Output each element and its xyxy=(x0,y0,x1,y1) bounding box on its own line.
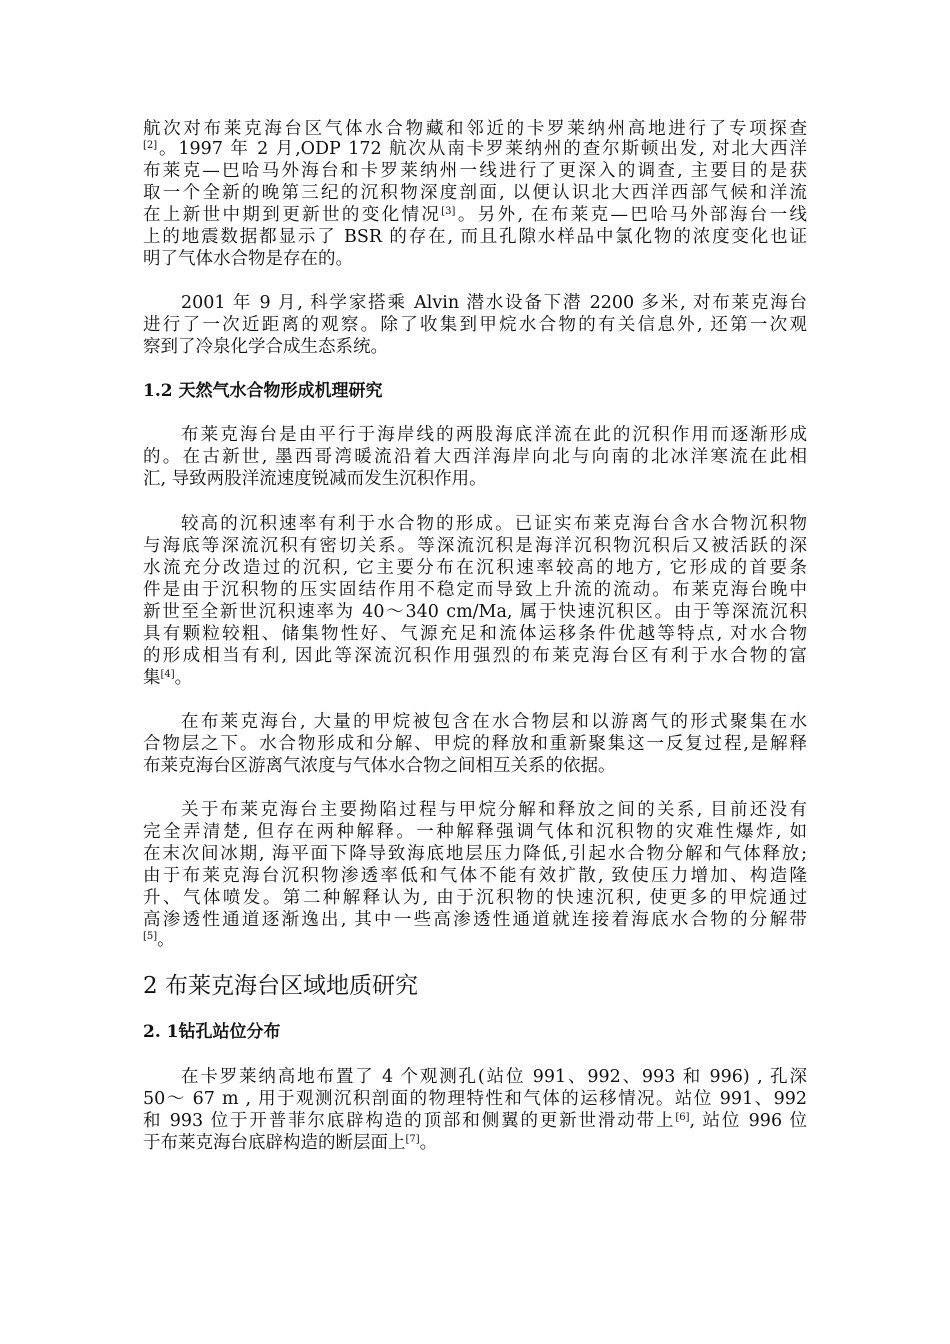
paragraph-line: 较高的沉积速率有利于水合物的形成。已证实布莱克海台含水合物沉积物 xyxy=(181,514,807,534)
paragraph-line: 合物层之下。水合物形成和分解、甲烷的释放和重新聚集这一反复过程,是解释 xyxy=(143,734,807,754)
paragraph-line: 和 993 位于开普菲尔底辟构造的顶部和侧翼的更新世滑动带上[6], 站位 996 位 xyxy=(143,1111,808,1131)
paragraph-line: 上的地震数据都显示了 BSR 的存在, 而且孔隙水样品中氯化物的浓度变化也证 xyxy=(143,227,807,247)
paragraph-line: 进行了一次近距离的观察。除了收集到甲烷水合物的有关信息外, 还第一次观 xyxy=(143,315,807,335)
paragraph-line: 在上新世中期到更新世的变化情况[3]。另外, 在布莱克—巴哈马外部海台一线 xyxy=(143,205,808,225)
paragraph-line: [2]。1997 年 2 月,ODP 172 航次从南卡罗莱纳州的查尔斯顿出发, 对北大西洋 xyxy=(143,139,807,159)
section-heading: 1.2 天然气水合物形成机理研究 xyxy=(143,381,383,401)
paragraph-line: 高渗透性通道逐渐逸出, 其中一些高渗透性通道就连接着海底水合物的分解带 xyxy=(143,910,807,930)
citation: [4] xyxy=(160,669,175,680)
paragraph-line: 布莱克—巴哈马外海台和卡罗莱纳州一线进行了更深入的调查, 主要目的是获 xyxy=(143,161,807,181)
paragraph-line: 关于布莱克海台主要拗陷过程与甲烷分解和释放之间的关系, 目前还没有 xyxy=(181,800,807,820)
paragraph-line: 升、气体喷发。第二种解释认为, 由于沉积物的快速沉积, 使更多的甲烷通过 xyxy=(143,888,807,908)
paragraph-line: 新世至全新世沉积速率为 40～340 cm/Ma, 属于快速沉积区。由于等深流沉积 xyxy=(143,602,807,622)
paragraph-line: 由于布莱克海台沉积物渗透率低和气体不能有效扩散, 致使压力增加、构造隆 xyxy=(143,866,807,886)
paragraph-line: 件是由于沉积物的压实固结作用不稳定而导致上升流的流动。布莱克海台晚中 xyxy=(143,580,807,600)
paragraph-line: [5]。 xyxy=(143,930,175,950)
paragraph-line: 集[4]。 xyxy=(143,668,193,688)
paragraph-line: 明了气体水合物是存在的。 xyxy=(143,249,353,269)
paragraph-line: 在布莱克海台, 大量的甲烷被包含在水合物层和以游离气的形式聚集在水 xyxy=(181,712,807,732)
paragraph-line: 水流充分改造过的沉积, 它主要分布在沉积速率较高的地方, 它形成的首要条 xyxy=(143,558,807,578)
paragraph-line: 于布莱克海台底辟构造的断层面上[7]。 xyxy=(143,1133,438,1153)
paragraph-line: 在卡罗莱纳高地布置了 4 个观测孔(站位 991、992、993 和 996) , 孔深 xyxy=(181,1067,807,1087)
paragraph-line: 航次对布莱克海台区气体水合物藏和邻近的卡罗莱纳州高地进行了专项探查 xyxy=(143,119,807,139)
citation: [2] xyxy=(143,140,158,151)
paragraph-line: 的形成相当有利, 因此等深流沉积作用强烈的布莱克海台区有利于水合物的富 xyxy=(143,646,807,666)
chapter-heading: 2 布莱克海台区域地质研究 xyxy=(143,973,418,999)
paragraph-line: 的。在古新世, 墨西哥湾暖流沿着大西洋海岸向北与向南的北冰洋寒流在此相 xyxy=(143,447,807,467)
paragraph-line: 察到了冷泉化学合成生态系统。 xyxy=(143,337,388,357)
paragraph-line: 在末次间冰期, 海平面下降导致海底地层压力降低,引起水合物分解和气体释放; xyxy=(143,844,807,864)
paragraph-line: 与海底等深流沉积有密切关系。等深流沉积是海洋沉积物沉积后又被活跃的深 xyxy=(143,536,807,556)
paragraph-line: 布莱克海台是由平行于海岸线的两股海底洋流在此的沉积作用而逐渐形成 xyxy=(181,425,807,445)
section-heading: 2. 1钻孔站位分布 xyxy=(143,1022,281,1042)
paragraph-line: 完全弄清楚, 但存在两种解释。一种解释强调气体和沉积物的灾难性爆炸, 如 xyxy=(143,822,807,842)
citation: [3] xyxy=(441,206,456,217)
paragraph-line: 具有颗粒较粗、储集物性好、气源充足和流体运移条件优越等特点, 对水合物 xyxy=(143,624,807,644)
paragraph-line: 2001 年 9 月, 科学家搭乘 Alvin 潜水设备下潜 2200 多米, 对布莱克海台 xyxy=(181,293,807,313)
paragraph-line: 取一个全新的晚第三纪的沉积物深度剖面, 以便认识北大西洋西部气候和洋流 xyxy=(143,183,807,203)
citation: [5] xyxy=(143,931,158,942)
citation: [7] xyxy=(405,1134,420,1145)
paragraph-line: 汇, 导致两股洋流速度锐减而发生沉积作用。 xyxy=(143,469,487,489)
citation: [6] xyxy=(675,1112,690,1123)
paragraph-line: 布莱克海台区游离气浓度与气体水合物之间相互关系的依据。 xyxy=(143,756,616,776)
paragraph-line: 50～ 67 m , 用于观测沉积剖面的物理特性和气体的运移情况。站位 991、992 xyxy=(143,1089,807,1109)
